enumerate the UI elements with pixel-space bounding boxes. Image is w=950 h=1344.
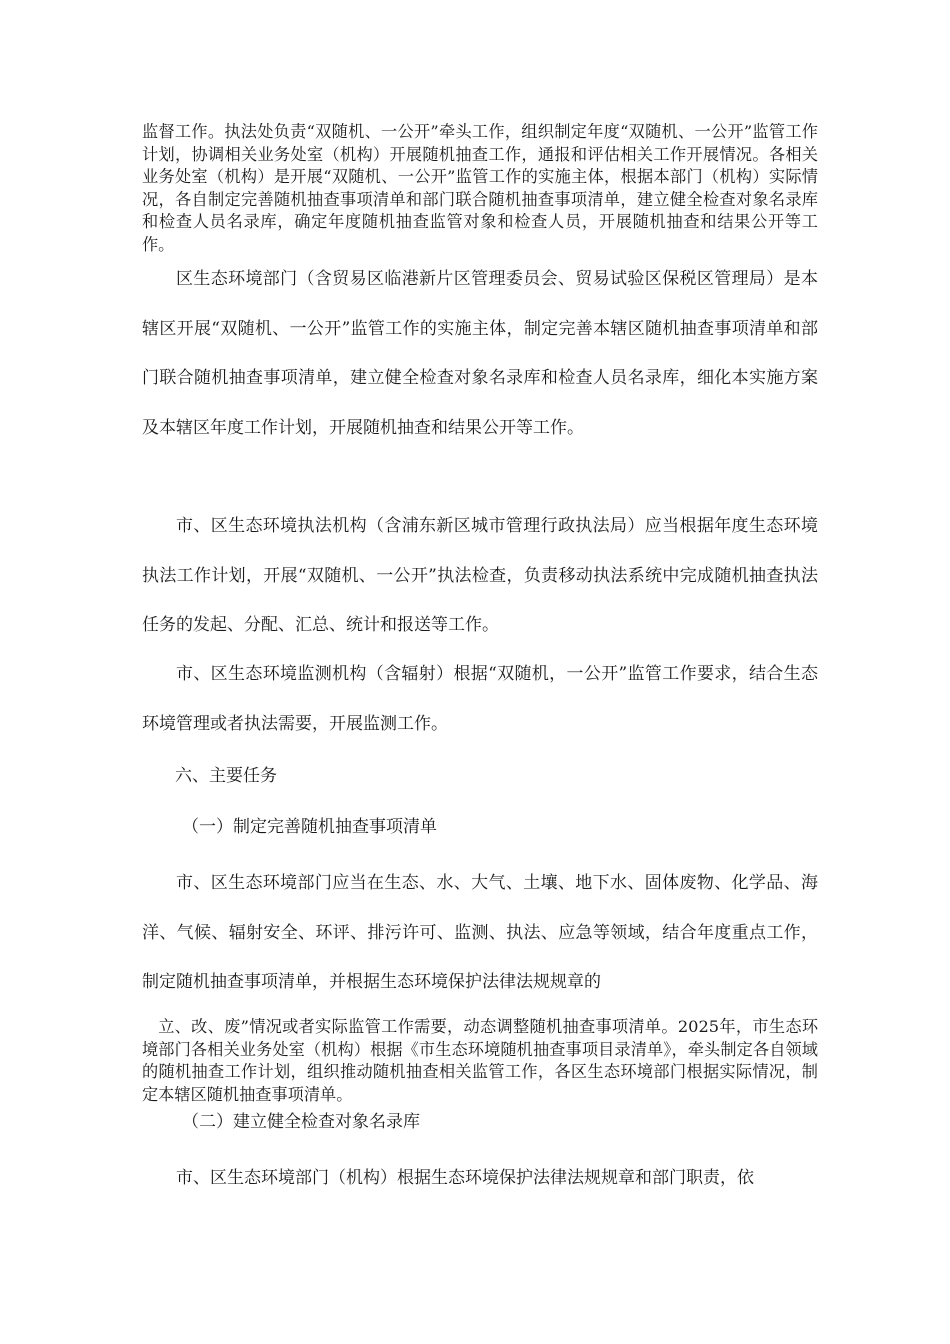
paragraph-checklist-fields: 市、区生态环境部门应当在生态、水、大气、土壤、地下水、固体废物、化学品、海洋、气候、辐射安全、环评、排污许可、监测、执法、应急等领域，结合年度重点工作，制定随机抽查事项清单，并根据生态环境保护法律法规规章的 [142, 873, 818, 992]
paragraph-responsibilities: 监督工作。执法处负责“双随机、一公开”牵头工作，组织制定年度“双随机、一公开”监管工作计划，协调相关业务处室（机构）开展随机抽查工作，通报和评估相关工作开展情况。各相关业务处室（机构）是开展“双随机、一公开”监管工作的实施主体，根据本部门（机构）实际情况，各自制定完善随机抽查事项清单和部门联合随机抽查事项清单，建立健全检查对象名录库和检查人员名录库，确定年度随机抽查监管对象和检查人员，开展随机抽查和结果公开等工作。 [142, 122, 818, 254]
paragraph-enforcement-agency: 市、区生态环境执法机构（含浦东新区城市管理行政执法局）应当根据年度生态环境执法工作计划，开展“双随机、一公开”执法检查，负责移动执法系统中完成随机抽查执法任务的发起、分配、汇总、统计和报送等工作。 [142, 516, 818, 635]
paragraph-monitoring-agency: 市、区生态环境监测机构（含辐射）根据“双随机，一公开”监管工作要求，结合生态环境管理或者执法需要，开展监测工作。 [142, 664, 818, 734]
paragraph-district-department: 区生态环境部门（含贸易区临港新片区管理委员会、贸易试验区保税区管理局）是本辖区开展“双随机、一公开”监管工作的实施主体，制定完善本辖区随机抽查事项清单和部门联合随机抽查事项清单，建立健全检查对象名录库和检查人员名录库，细化本实施方案及本辖区年度工作计划，开展随机抽查和结果公开等工作。 [142, 269, 818, 438]
paragraph-dynamic-adjustment: 立、改、废”情况或者实际监管工作需要，动态调整随机抽查事项清单。2025年，市生态环境部门各相关业务处室（机构）根据《市生态环境随机抽查事项目录清单》，牵头制定各自领域的随机抽查工作计划，组织推动随机抽查相关监管工作，各区生态环境部门根据实际情况，制定本辖区随机抽查事项清单。 [142, 1017, 818, 1104]
subsection-heading-checklist: （一）制定完善随机抽查事项清单 [182, 817, 437, 837]
subsection-heading-inspection-database: （二）建立健全检查对象名录库 [182, 1112, 420, 1132]
paragraph-database-basis: 市、区生态环境部门（机构）根据生态环境保护法律法规规章和部门职责，依 [176, 1168, 754, 1188]
section-heading-main-tasks: 六、主要任务 [175, 766, 277, 786]
